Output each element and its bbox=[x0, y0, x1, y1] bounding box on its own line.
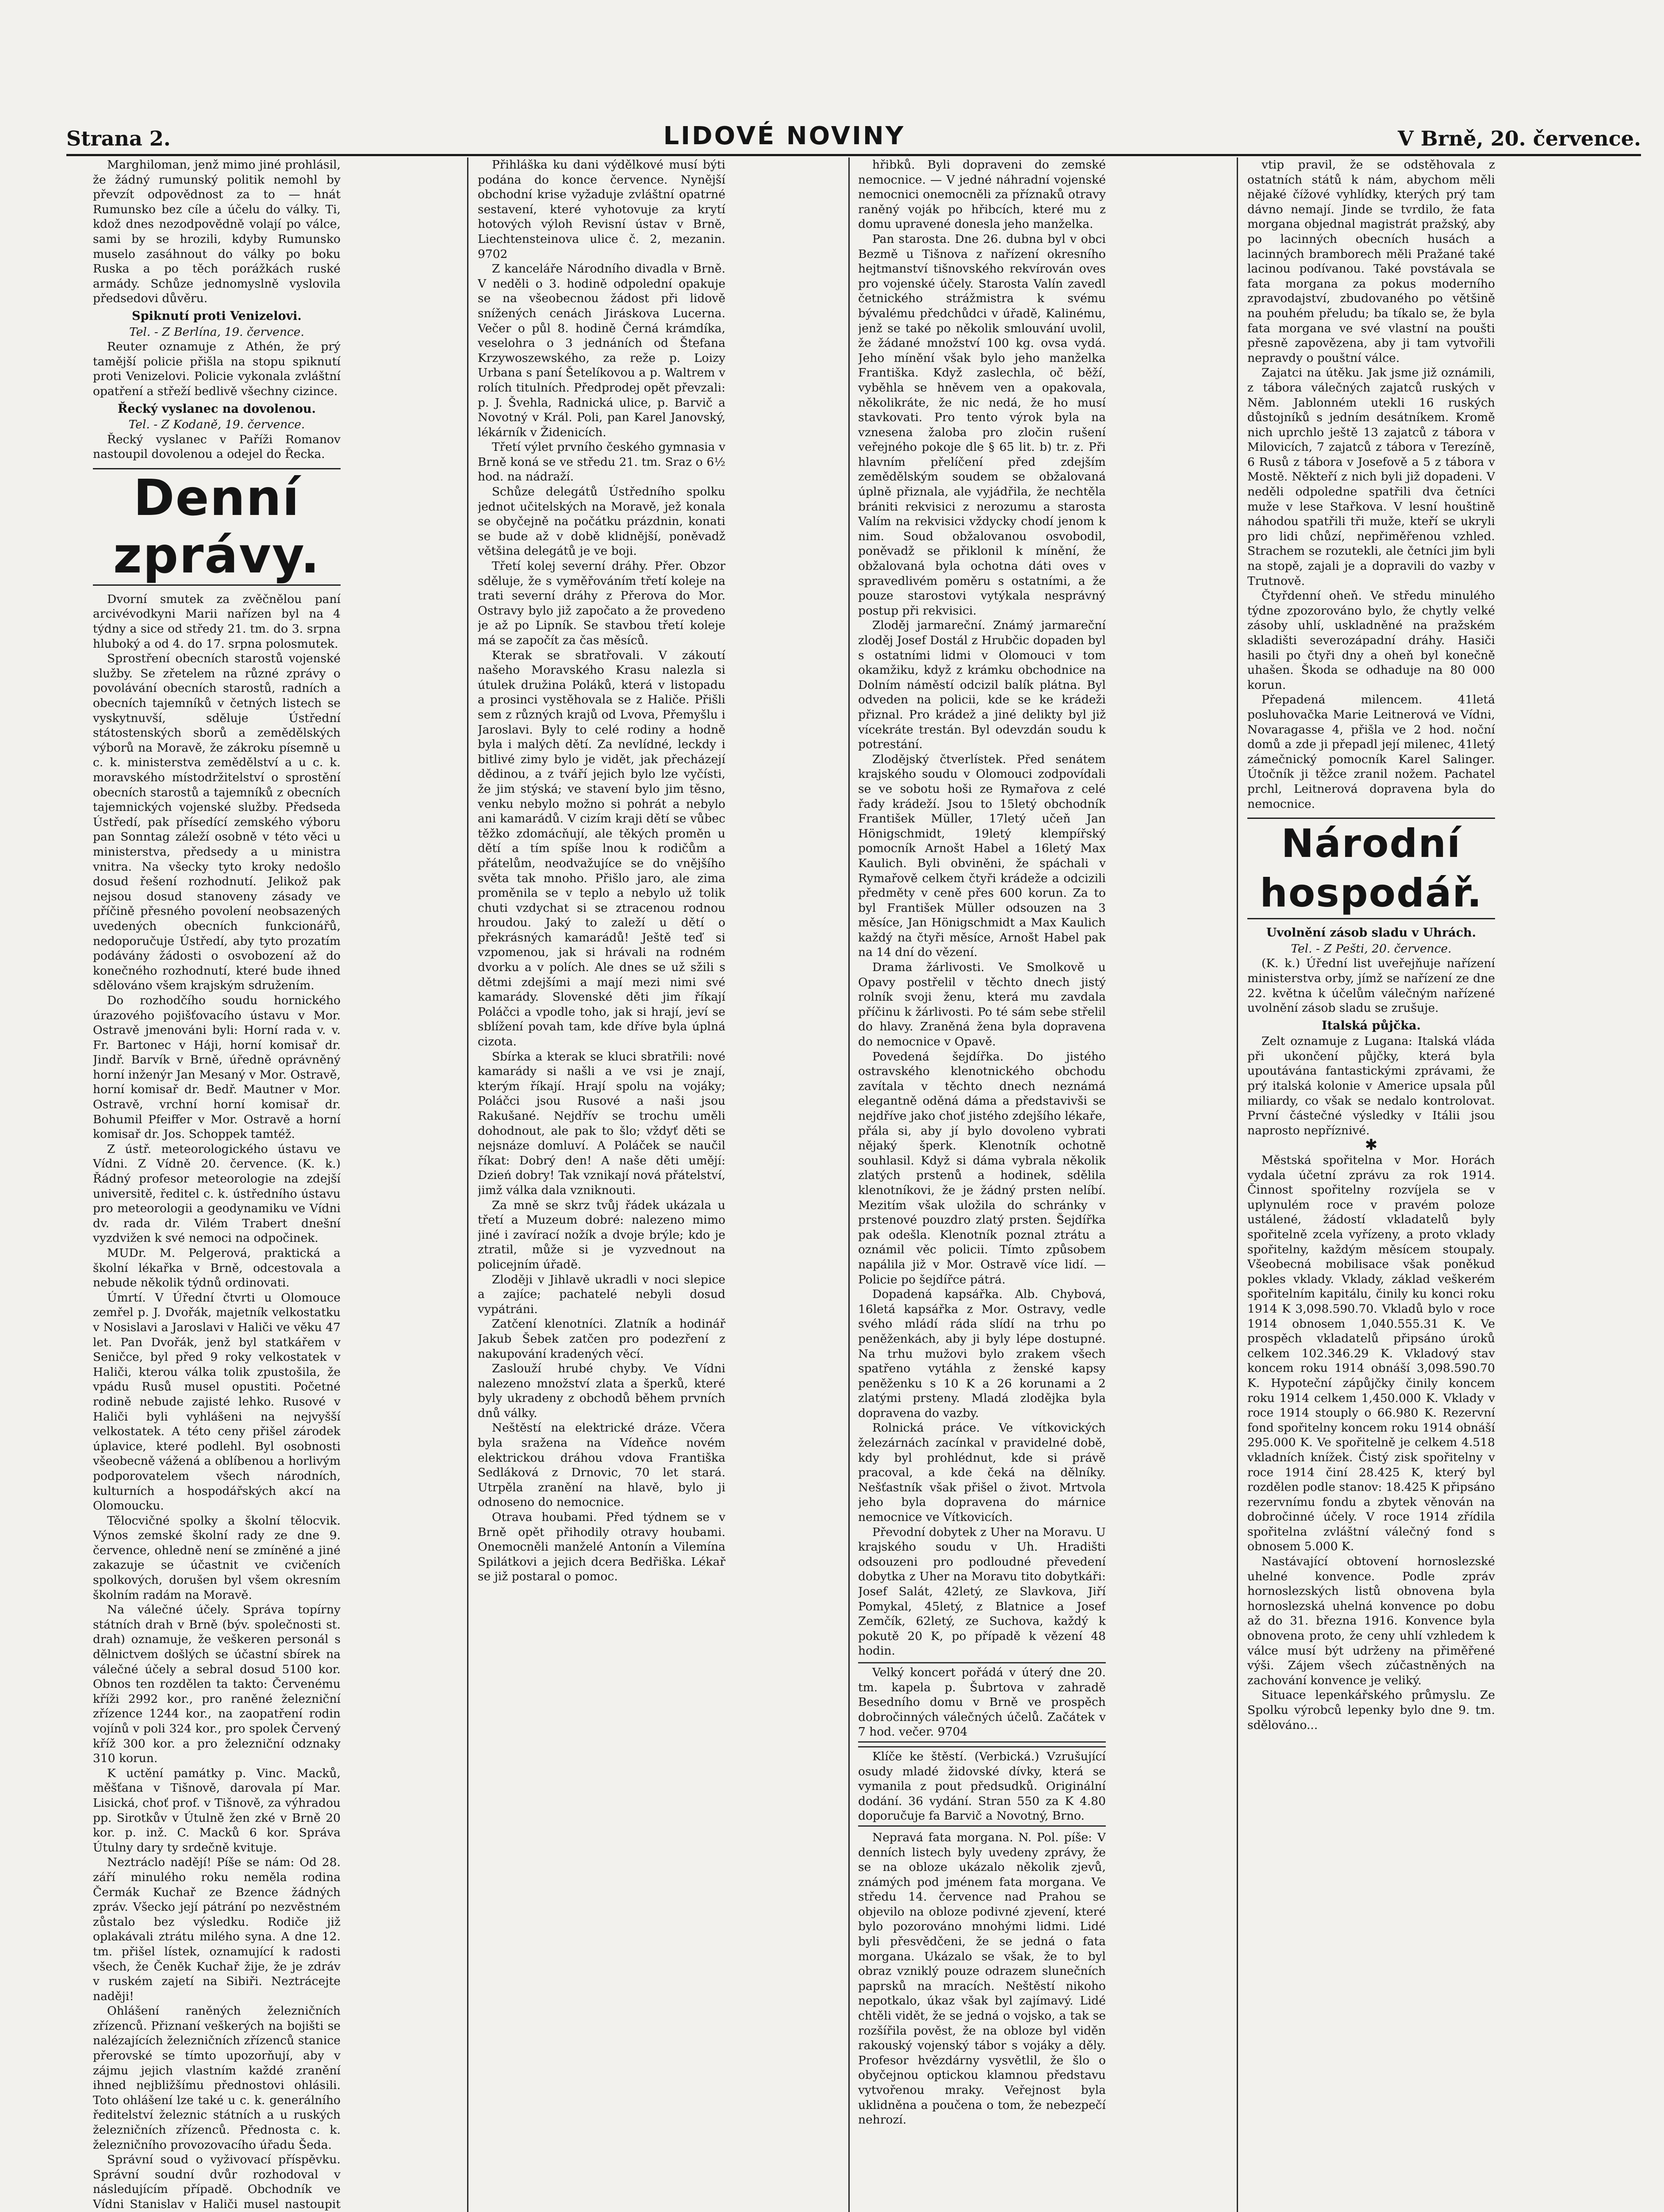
article-heading: Italská půjčka. bbox=[1322, 1018, 1421, 1033]
article-body: Kterak se sbratřovali. V zákoutí našeho Moravského Krasu nalezla si útulek družina Poláků, která v listopadu a prosinci vystěhovala se z Haliče. Přišli sem z různých krajů od Lvova, Přemyšlu i Jaroslavi. Byly to celé rodiny a hodně byla i malých dětí. Za nevlídné, leckdy i bitlivé zimy bylo je vidět, jak přecházejí dědinou, a z tváří jejich bylo lze vyčísti, že jim stýská; ve stavení bylo jim těsno, venku nebylo možno si pohrát a nebylo ani kamarádů. V cizím kraji dětí se vůbec těžko zdomácňují, ale těkých proměn u dětí a tím spíše lnou k rodičům a přátelům, neodvažujíce se do vnějšího světa tak mnoho. Přišlo jaro, ale zima proměnila se v teplo a nebylo už tolik chuti vzdychat si se ztracenou rodnou hroudou. Jaký to zaleží u dětí o překrásných kamarádů! Ještě teď si vzpomenou, jak si hrávali na rodném dvorku a v polích. Ale dnes se už sžili s dětmi zdejšími a mají mezi nimi své kamarády. Slovenské děti jim říkají Poláčci a vpodle toho, jak si hrají, jeví se sblížení povah tam, kde dříve byla úplná cizota. bbox=[478, 648, 725, 1049]
ad-text: Klíče ke štěstí. (Verbická.) Vzrušující osudy mladé židovské dívky, která se vymanila z pout předsudků. Originální dodání. 36 vydání. Stran 550 za K 4.80 doporučuje fa Barvič a Novotný, Brno. bbox=[858, 1749, 1106, 1823]
column-rule bbox=[467, 157, 468, 2212]
advertisement bbox=[858, 1662, 1106, 1743]
article-body: Situace lepenkářského průmyslu. Ze Spolku výrobců lepenky bylo dne 9. tm. sdělováno... bbox=[1247, 1688, 1495, 1732]
article-body: Třetí kolej severní dráhy. Přer. Obzor sděluje, že s vyměřováním třetí koleje na trati severní dráhy z Přerova do Mor. Ostravy bylo již započato a že provedeno je až po Lipník. Se stavbou třetí koleje má se započít za čas měsíců. bbox=[478, 559, 725, 647]
article-body: Třetí výlet prvního českého gymnasia v Brně koná se ve středu 21. tm. Sraz o 6½ hod. na nádraží. bbox=[478, 440, 725, 484]
article-body: Zelt oznamuje z Lugana: Italská vláda při ukončení půjčky, která byla upoutávána fantastickými zprávami, že prý italská kolonie v Americe upsala půl miliardy, co však se nedalo kontrolovat. První částečné výsledky v Itálii jsou naprosto nepříznivé. bbox=[1247, 1034, 1495, 1137]
article-body: Zloděj jarmareční. Známý jarmareční zloděj Josef Dostál z Hrubčic dopaden byl s ostatními lidmi v Olomouci v tom okamžiku, když z krámku obchodnice na Dolním náměstí odcizil balík plátna. Byl odveden na policii, kde se ke krádeži přiznal. Pro krádež a jiné delikty byl již vícekráte trestán. Byl odevzdán soudu k potrestání. bbox=[858, 618, 1106, 752]
article-body: hřibků. Byli dopraveni do zemské nemocnice. — V jedné náhradní vojenské nemocnici onemocněli za příznaků otravy raněný voják po hřibcích, které mu z domu upravené donesla jeho manželka. bbox=[858, 158, 1106, 231]
article-body: Z kanceláře Národního divadla v Brně. V neděli o 3. hodině odpolední opakuje se na všeobecnou žádost při lidově snížených cenách Jiráskova Lucerna. Večer o půl 8. hodině Černá krámdíka, veselohra o 3 jednáních od Štefana Krzywoszewského, za reže p. Loizy Urbana s paní Šetelíkovou a p. Waltrem v rolích titulních. Předprodej opět převzali: p. J. Švehla, Radnická ulice, p. Barvič a Novotný v Král. Poli, pan Karel Janovský, lékárník v Židenicích. bbox=[478, 262, 725, 439]
article-body: Zatčení klenotníci. Zlatník a hodinář Jakub Šebek zatčen pro podezření z nakupování kradených věcí. bbox=[478, 1317, 725, 1361]
article-body: Správní soud o vyživovací příspěvku. Správní soudní dvůr rozhodoval v následujícím případě. Obchodník ve Vídni Stanislav v Haliči musel nastoupit bbox=[93, 2153, 341, 2211]
column-3 bbox=[858, 157, 1106, 2212]
column-rule bbox=[848, 157, 850, 2212]
article-body: Sprostření obecních starostů vojenské služby. Se zřetelem na různé zprávy o povolávání obecních starostů, radních a obecních tajemníků v četných listech se vyskytnuvší, sděluje Ústřední státostenských sborů a zemědělských výborů na Moravě, že zákroku písemně u c. k. ministerstva zemědělství a u c. k. moravského místodržitelství o sprostění obecních starostů a tajemníků z obecních tajemnických vojenské služby. Předseda Ústředí, pak přísedící zemského výboru pan Sonntag záleží osobně v této věci u ministerstva, předsedy a u ministra vnitra. Na všecky tyto kroky nedošlo dosud řešení rozhodnutí. Jelikož pak nejsou dosud stanoveny zásady ve příčině přesného povolení neobsazených uvedených obecních funkcionářů, nedoporučuje Ústředí, aby tyto prozatím podávány žádosti o osvobození až do konečného rozhodnutí, které bude ihned sdělováno všem krajským sdružením. bbox=[93, 652, 341, 993]
article-body: Přihláška ku dani výdělkové musí býti podána do konce července. Nynější obchodní krise vyžaduje zvláštní opatrné sestavení, které vyhotovuje za krytí hotových výloh Revisní ústav v Brně, Liechtensteinova ulice č. 2, mezanin. 9702 bbox=[478, 158, 725, 261]
article-body: Z ústř. meteorologického ústavu ve Vídni. Z Vídně 20. července. (K. k.) Řádný profesor meteorologie na zdejší universitě, ředitel c. k. ústředního ústavu pro meteorologii a geodynamiku ve Vídni dv. rada dr. Vilém Trabert dnešní vyzdvižen k své nemoci na odpočinek. bbox=[93, 1142, 341, 1245]
article-body: Drama žárlivosti. Ve Smolkově u Opavy postřelil v těchto dnech jistý rolník svoji ženu, která mu zavdala příčinu k žárlivosti. Po té sám sebe střelil do hlavy. Zraněná žena byla dopravena do nemocnice v Opavě. bbox=[858, 960, 1106, 1049]
article-body: Neztráclo nadějí! Píše se nám: Od 28. září minulého roku neměla rodina Čermák Kuchař ze Bzence žádných zpráv. Všecko její pátrání po nezvěstném zůstalo bez výsledku. Rodiče již oplakávali ztrátu milého syna. A dne 12. tm. přišel lístek, oznamující k radosti všech, že Čeněk Kuchař žije, že je zdráv v ruském zajetí na Sibiři. Neztrácejte naději! bbox=[93, 1855, 341, 2003]
article-body: K uctění památky p. Vinc. Macků, měšťana v Tišnově, darovala pí Mar. Lisická, choť prof. v Tišnově, za výhradou pp. Sirotkův v Útulně žen zké v Brně 20 kor. p. inž. C. Macků 6 kor. Správa Útulny dary ty srdečně kvituje. bbox=[93, 1766, 341, 1855]
article-body: Za mně se skrz tvůj řádek ukázala u třetí a Muzeum dobré: nalezeno mimo jiné i zavírací nožík a dvoje brýle; kdo je ztratil, může si je vyzvednout na policejním úřadě. bbox=[478, 1198, 725, 1271]
article-body: Tělocvičné spolky a školní tělocvik. Výnos zemské školní rady ze dne 9. července, ohledně není se zmíněné a jiné zakazuje se účastnit ve cvičeních spolkových, dorušen byl všem okresním školním radám na Moravě. bbox=[93, 1513, 341, 1602]
article-body: Zlodějský čtverlístek. Před senátem krajského soudu v Olomouci zodpovídali se ve sobotu hoši ze Rymařova z celé řady krádeží. Jsou to 15letý obchodník František Müller, 17letý učeň Jan Hönigschmidt, 19letý klempířský pomocník Arnošt Habel a 16letý Max Kaulich. Byli obviněni, že spáchali v Rymařově celkem čtyři krádeže a odcizili předměty v ceně přes 600 korun. Za to byl František Müller odsouzen na 3 měsíce, Jan Hönigschmidt a Max Kaulich každý na čtyři měsíce, Arnošt Habel pak na 14 dní do vězení. bbox=[858, 752, 1106, 960]
article-dateline: Tel. - Z Pešti, 20. července. bbox=[1291, 941, 1452, 956]
page-number: Strana 2. bbox=[66, 127, 171, 150]
article-body: (K. k.) Úřední list uveřejňuje nařízení ministerstva orby, jímž se nařízení ze dne 22. května k účelům válečným nařízené uvolnění zásob sladu se zrušuje. bbox=[1247, 956, 1495, 1015]
article-body: Pan starosta. Dne 26. dubna byl v obci Bezmě u Tišnova z nařízení okresního hejtmanství tišnovského rekvírován oves pro vojenské účely. Starosta Valín zavedl četnického strážmistra k svému bývalému předchůdci v úřadě, Kalinému, jenž se také po několik smlouvání uvolil, že žádané množství 100 kg. ovsa vydá. Jeho mínění však bylo jeho manželka Františka. Když zaslechla, oč běží, vyběhla se hněvem ven a opakovala, několikráte, že nic nedá, že ho musí stavkovati. Pro tento výrok byla na vznesena žaloba pro zločin rušení veřejného pokoje dle § 65 lit. b) tr. z. Při hlavním přelíčení před zdejším zemědělským soudem se obžalovaná úplně přiznala, ale vyjádřila, že nechtěla brániti rekvisici z nerozumu a starosta Valím na rekvisici vždycky chodí jenom k nim. Soud obžalovanou osvobodil, poněvadž se přiklonil k mínění, že obžalovaná byla ochotna dáti oves v spravedlivém poměru s ostatními, a že pouze starostovi vytýkala nesprávný postup při rekvisici. bbox=[858, 232, 1106, 618]
column-2 bbox=[478, 157, 725, 2212]
separator-star-icon: ✱ bbox=[1365, 1136, 1378, 1154]
column-1 bbox=[93, 157, 341, 2212]
article-body: Přepadená milencem. 41letá posluhovačka Marie Leitnerová ve Vídni, Novaragasse 4, přišla ve 2 hod. noční domů a zde ji přepadl její milenec, 41letý zámečnický pomocník Karel Salinger. Útočník ji těžce zranil nožem. Pachatel prchl, Leitnerová dopravena byla do nemocnice. bbox=[1247, 693, 1495, 811]
article-body: Reuter oznamuje z Athén, že prý tamější policie přišla na stopu spiknutí proti Venizelovi. Policie vykonala zvláštní opatření a střeží bedlivě všechny cizince. bbox=[93, 340, 341, 398]
article-dateline: Tel. - Z Berlína, 19. července. bbox=[129, 325, 304, 339]
article-body: MUDr. M. Pelgerová, praktická a školní lékařka v Brně, odcestovala a nebude několik týdnů ordinovati. bbox=[93, 1246, 341, 1290]
page-header bbox=[66, 116, 1641, 156]
article-body: Otrava houbami. Před týdnem se v Brně opět přihodily otravy houbami. Onemocněli manželé Antonín a Vilemína Spilátkovi a jejich dcera Bedřiška. Lékař se již postaral o pomoc. bbox=[478, 1510, 725, 1584]
article-body: Neštěstí na elektrické dráze. Včera byla sražena na Vídeňce novém elektrickou dráhou vdova Františka Sedláková z Drnovic, 70 let stará. Utrpěla zranění na hlavě, bylo ji odnoseno do nemocnice. bbox=[478, 1421, 725, 1509]
article-body: Čtyřdenní oheň. Ve středu minulého týdne zpozorováno bylo, že chytly velké zásoby uhlí, uskladněné na pražském skladišti severozápadní dráhy. Hasiči hasili po čtyři dny a oheň byl konečně uhašen. Škoda se odhaduje na 80 000 korun. bbox=[1247, 589, 1495, 692]
article-heading: Řecký vyslanec na dovolenou. bbox=[117, 402, 316, 416]
article-body: Městská spořitelna v Mor. Horách vydala účetní zprávu za rok 1914. Činnost spořitelny rozvíjela se v uplynulém roce v pravém poloze ustálené, žádostí vkladatelů byly spořitelně zcela vyřízeny, a proto vklady spořitelny, každým měsícem stoupaly. Všeobecná mobilisace však poněkud pokles vklady. Vklady, základ veškerém spořitelním kapitálu, činily ku konci roku 1914 K 3,098.590.70. Vkladů bylo v roce 1914 obnosem 1,040.555.31 K. Ve prospěch vkladatelů připsáno úroků celkem 102.346.29 K. Vkladový stav koncem roku 1914 obnáší 3,098.590.70 K. Hypoteční zápůjčky činily koncem roku 1914 celkem 1,450.000 K. Vklady v roce 1914 stouply o 66.980 K. Rezervní fond spořitelny koncem roku 1914 obnáší 295.000 K. Ve spořitelně je celkem 4.518 vkladních knížek. Čistý zisk spořitelny v roce 1914 činí 28.425 K, který byl rozdělen podle stanov: 18.425 K připsáno rezervnímu fondu a zbytek věnován na dobročinné účely. V roce 1914 zřídila spořitelna zvláštní válečný fond s obnosem 5.000 K. bbox=[1247, 1153, 1495, 1554]
article-body: Na válečné účely. Správa topírny státních drah v Brně (býv. společnosti st. drah) oznamuje, že veškeren personál s dělnictvem došlých se účastní sbírek na válečné účely a sebral dosud 5100 kor. Obnos ten rozdělen ta takto: Červenému kříži 2992 kor., pro raněné železniční zřízence 1244 kor., na zaopatření rodin vojínů v poli 324 kor., pro spolek Červený kříž 300 kor. a pro železniční odznaky 310 korun. bbox=[93, 1603, 341, 1766]
article-body: Sbírka a kterak se kluci sbratřili: nové kamarády si našli a ve vsi je znají, kterým říkají. Hrají spolu na vojáky; Poláčci jsou Rusové a naši jsou Rakušané. Nejdřív se trochu uměli dohodnout, ale pak to šlo; vždyť děti se nejsnáze domluví. A Poláček se naučil říkat: Dobrý den! A naše děti umějí: Dzień dobry! Tak vznikají nová přátelství, jimž válka dala vzniknouti. bbox=[478, 1049, 725, 1197]
article-heading: Spiknutí proti Venizelovi. bbox=[132, 309, 302, 323]
article-dateline: Tel. - Z Kodaně, 19. července. bbox=[128, 418, 305, 432]
article-body: Do rozhodčího soudu hornického úrazového pojišťovacího ústavu v Mor. Ostravě jmenováni byli: Horní rada v. v. Fr. Bartonec v Háji, horní komisař dr. Jindř. Barvík v Brně, úředně oprávněný horní inženýr Jan Mesaný v Mor. Ostravě, horní komisař dr. Bedř. Mautner v Mor. Ostravě, vrchní horní komisař dr. Bohumil Pfeiffer v Mor. Ostravě a horní komisař dr. Jos. Schoppek tamtéž. bbox=[93, 993, 341, 1141]
advertisement bbox=[858, 1746, 1106, 1827]
masthead: LIDOVÉ NOVINY bbox=[663, 122, 905, 150]
page-dateline: V Brně, 20. července. bbox=[1398, 127, 1641, 150]
article-heading: Uvolnění zásob sladu v Uhrách. bbox=[1266, 926, 1476, 940]
article-body: Úmrtí. V Úřední čtvrti u Olomouce zemřel p. J. Dvořák, majetník velkostatku v Nosislavi a Jaroslavi v Haliči ve věku 47 let. Pan Dvořák, jenž byl statkářem v Seničce, byl před 9 roky velkostatek v Haliči, kterou válka tolik zpustošila, že vpádu Rusů musel opustiti. Početné rodině nebude zajisté lehko. Rusové v Haliči byli vyhlášeni na nejvyšší velkostatek. A této ceny přišel zárodek úplavice, které podlehl. Byl osobnosti všeobecně vážená a oblíbenou a horlivým podporovatelem všech národních, kulturních a hospodářských akcí na Olomoucku. bbox=[93, 1290, 341, 1513]
article-body: Převodní dobytek z Uher na Moravu. U krajského soudu v Uh. Hradišti odsouzeni pro podloudné převedení dobytka z Uher na Moravu tito dobytkáři: Josef Salát, 42letý, ze Slavkova, Jiří Pomykal, 45letý, z Blatnice a Josef Zemčík, 62letý, ze Suchova, každý k pokutě 20 K, po případě k vězení 48 hodin. bbox=[858, 1525, 1106, 1658]
section-title: Národní hospodář. bbox=[1247, 818, 1495, 919]
article-body: Nastávající obtovení hornoslezské uhelné konvence. Podle zpráv hornoslezských listů obnovena byla hornoslezská uhelná konvence po dobu až do 31. března 1916. Konvence byla obnovena proto, že ceny uhlí vzhledem k válce musí být udrženy na přiměřené výši. Zájem všech zúčastněných na zachování konvence je veliký. bbox=[1247, 1555, 1495, 1687]
article-body: Dvorní smutek za zvěčnělou paní arcivévodkyni Marii nařízen byl na 4 týdny a sice od středy 21. tm. do 3. srpna hluboký a od 4. do 17. srpna polosmutek. bbox=[93, 592, 341, 651]
ad-text: Velký koncert pořádá v úterý dne 20. tm. kapela p. Šubrtova v zahradě Besedního domu v Brně ve prospěch dobročinných válečných účelů. Začátek v 7 hod. večer. 9704 bbox=[858, 1665, 1106, 1739]
article-body: Zaslouží hrubé chyby. Ve Vídni nalezeno množství zlata a šperků, které byly ukradeny z obchodů během prvních dnů války. bbox=[478, 1362, 725, 1420]
article-intro: Marghiloman, jenž mimo jiné prohlásil, že žádný rumunský politik nemohl by převzít odpovědnost za to — hnát Rumunsko bez cíle a účelu do války. Ti, kdož dnes nezodpovědně volají po válce, sami by se hrozili, kdyby Rumunsko muselo zasáhnout do války po boku Ruska a po těch porážkách ruské armády. Schůze jednomyslně vyslovila předsedovi důvěru. bbox=[93, 158, 341, 306]
article-body: Rolnická práce. Ve vítkovických železárnách zacínkal v pravidelné době, kdy byl prohlédnut, kde si právě pracoval, a kde čeká na dělníky. Nešťastník však přišel o život. Mrtvola jeho byla dopravena do márnice nemocnice ve Vítkovicích. bbox=[858, 1421, 1106, 1525]
column-4 bbox=[1247, 157, 1495, 2212]
section-title: Denní zprávy. bbox=[93, 468, 341, 586]
article-body: Schůze delegátů Ústředního spolku jednot učitelských na Moravě, jež konala se obyčejně na počátku prázdnin, konati se bude až v době klidnější, poněvadž většina delegátů je ve boji. bbox=[478, 485, 725, 558]
article-body: Zajatci na útěku. Jak jsme již oznámili, z tábora válečných zajatců ruských v Něm. Jablonném utekli 16 ruských důstojníků s jedním desátníkem. Kromě nich uprchlo ještě 13 zajatců z tábora v Milovicích, 7 zajatců z tábora v Terezíně, 6 Rusů z tábora v Josefově a 5 z tábora v Mostě. Někteří z nich byli již dopadeni. V neděli odpoledne spatřili dva četníci muže v lese Stařkova. V lesní houštině náhodou spatřili tři muže, kteří se ukryli pro lidi chůzí, nepřiměřenou vzhled. Strachem se rozutekli, ale četníci jim byli na stopě, zajali je a dopravili do vazby v Trutnově. bbox=[1247, 366, 1495, 588]
article-body: Dopadená kapsářka. Alb. Chybová, 16letá kapsářka z Mor. Ostravy, vedle svého mládí ráda slídí na trhu po peněženkách, aby ji byly lépe dostupné. Na trhu mužovi bylo zrakem všech spatřeno vytáhla z ženské kapsy peněženku s 10 K a 26 korunami a 2 zlatými prsteny. Mladá zlodějka byla dopravena do vazby. bbox=[858, 1287, 1106, 1420]
article-body: vtip pravil, že se odstěhovala z ostatních států k nám, abychom měli nějaké čížové vyhlídky, kterých prý tam dávno nemají. Jinde se tvrdilo, že fata morgana objednal magistrát pražský, aby po lacinných obecních husách a lacinných bramborech měli Pražané také lacinou podívanou. Také povstávala se fata morgana za pokus moderního zpravodajství, zbudovaného po většině na pouhém přeludu; ba tíkalo se, že byla fata morgana ve své vlastní na poušti přesně zapovězena, aby ji tam vytvořili nepravdy o pouštní válce. bbox=[1247, 158, 1495, 365]
article-body: Řecký vyslanec v Paříži Romanov nastoupil dovolenou a odejel do Řecka. bbox=[93, 432, 341, 461]
article-body: Ohlášení raněných železničních zřízenců. Přiznaní veškerých na bojišti se nalézajících železničních zřízenců stanice přerovské se tímto upozorňují, aby v zájmu jejich vlastním každé zranění ihned nejbližšímu přednostovi ohlásili. Toto ohlášení lze také u c. k. generálního ředitelství železnic státních a u ruských železničních zřízenců. Přednosta c. k. železničního provozovacího úřadu Šeda. bbox=[93, 2004, 341, 2152]
article-body: Nepravá fata morgana. N. Pol. píše: V denních listech byly uvedeny zprávy, že se na obloze ukázalo několik zjevů, známých pod jménem fata morgana. Ve středu 14. července nad Prahou se objevilo na obloze podivné zjevení, které bylo pozorováno mnohými lidmi. Lidé byli přesvědčeni, že se jedná o fata morgana. Ukázalo se však, že to byl obraz vzniklý pouze odrazem slunečních paprsků na mracích. Neštěstí nikoho nepotkalo, úkaz však byl zajímavý. Lidé chtěli vidět, že se jedná o vojsko, a tak se rozšířila pověst, že na obloze byl viděn rakouský vojenský tábor s vojáky a děly. Profesor hvězdárny vysvětlil, že šlo o obyčejnou optickou klamnou představu vytvořenou mraky. Veřejnost byla uklidněna a poučena o tom, že nebezpečí nehrozí. bbox=[858, 1830, 1106, 2127]
column-rule bbox=[1237, 157, 1238, 2212]
article-body: Povedená šejdířka. Do jistého ostravského klenotnického obchodu zavítala v těchto dnech neznámá elegantně oděná dáma a představivši se nejdříve jako choť jistého zdejšího lékaře, přála si, aby jí bylo dovoleno vybrati nějaký šperk. Klenotník ochotně souhlasil. Když si dáma vybrala několik zlatých prstenů a hodinek, sdělila klenotníkovi, že je žádný prsten nelíbí. Mezitím však uložila do schránky v prstenové pouzdro zlatý prsten. Šejdířka pak odešla. Klenotník poznal ztrátu a oznámil věc policii. Tímto způsobem napálila již v Mor. Ostravě více lidí. — Policie po šejdířce pátrá. bbox=[858, 1049, 1106, 1286]
article-body: Zloději v Jihlavě ukradli v noci slepice a zajíce; pachatelé nebyli dosud vypátráni. bbox=[478, 1272, 725, 1316]
